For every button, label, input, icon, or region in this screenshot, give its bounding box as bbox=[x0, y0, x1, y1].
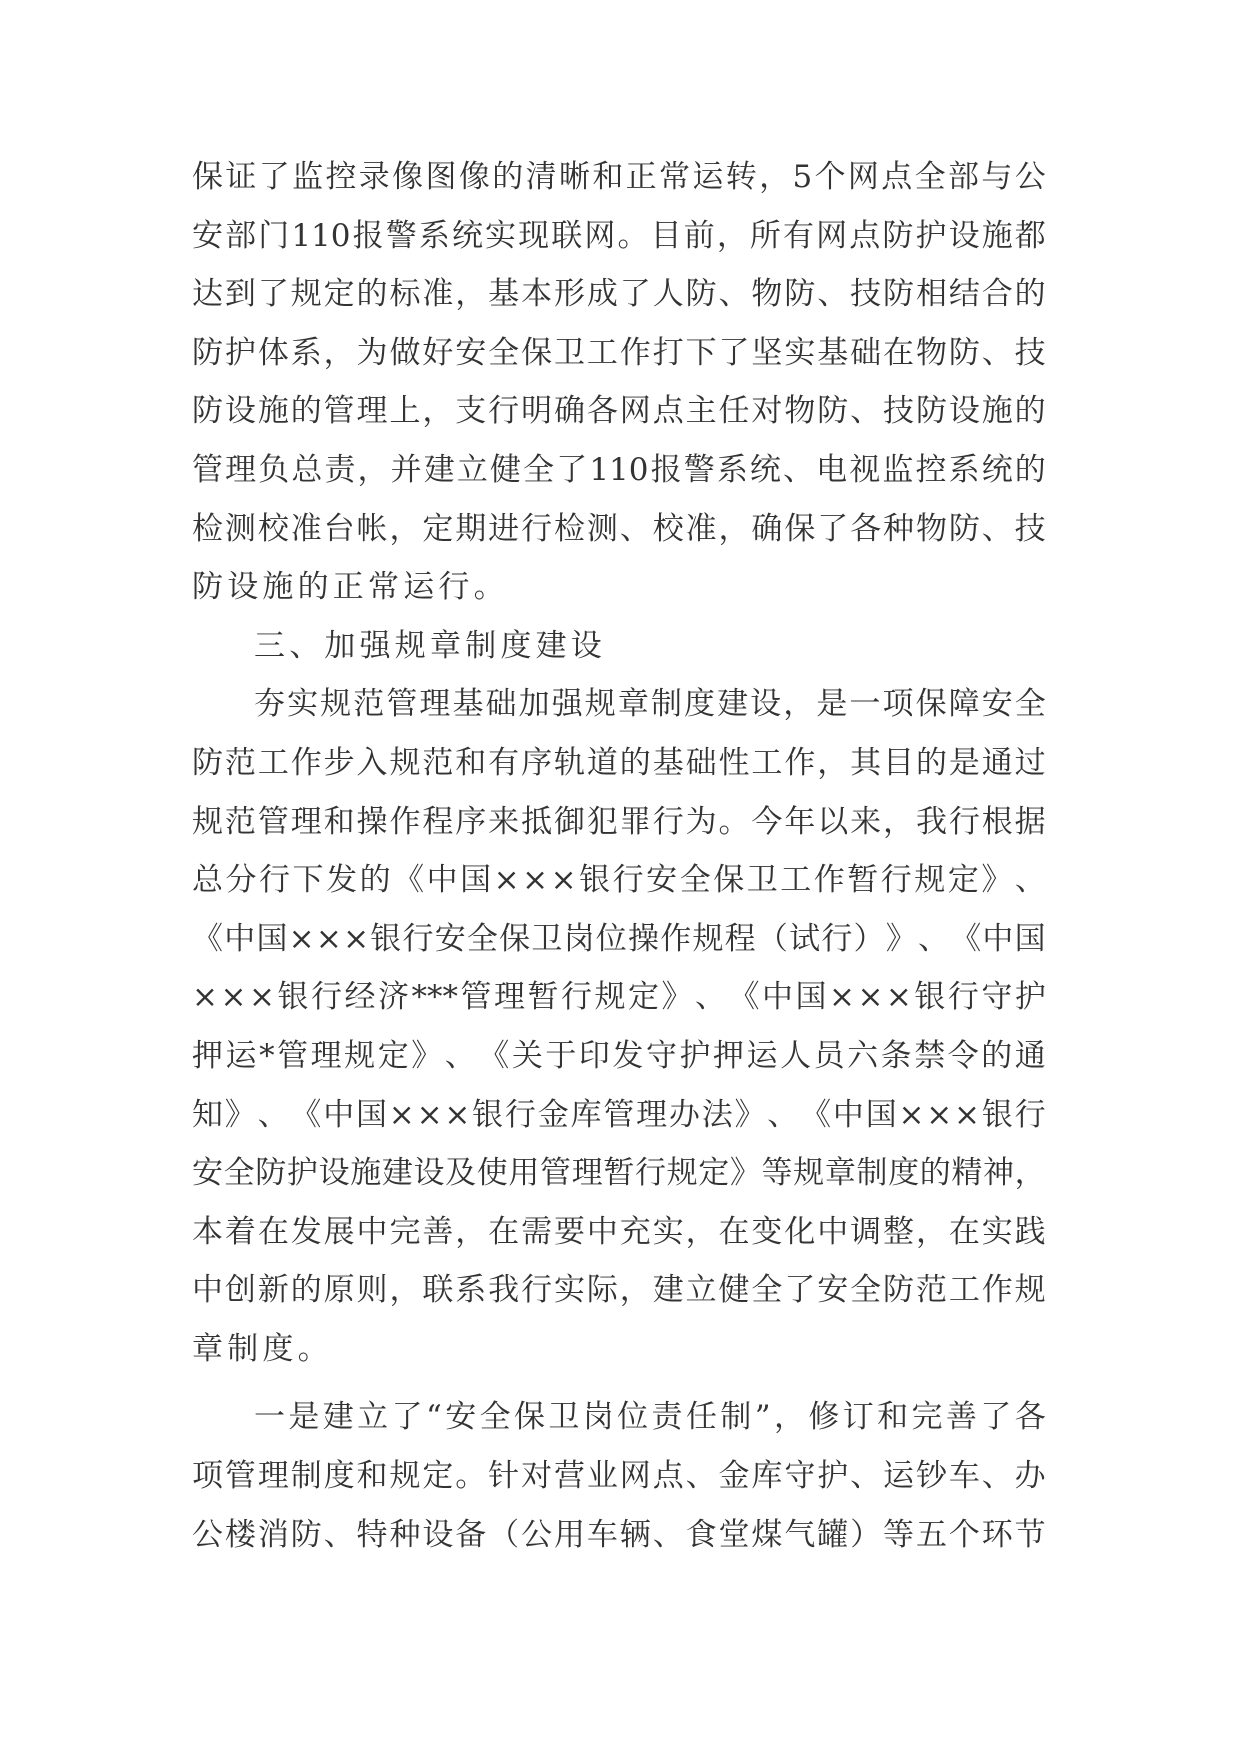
paragraph-3-line-3: 公 楼 消 防 、 特 种 设 备 （ 公 用 车 辆 、 食 堂 煤 气 罐 ） 等 五 个 环 节 bbox=[192, 1516, 1046, 1553]
paragraph-1-line-8: 防设施的正常运行。 bbox=[192, 569, 509, 606]
paragraph-2-line-8: 知 》 、 《 中 国 × × × 银 行 金 库 管 理 办 法 》 、 《 中 国 × × × 银 行 bbox=[192, 1096, 1046, 1133]
paragraph-1-line-7: 检 测 校 准 台 帐 ， 定 期 进 行 检 测 、 校 准 ， 确 保 了 各 种 物 防 、 技 bbox=[192, 510, 1046, 547]
document-body bbox=[192, 148, 1046, 1564]
paragraph-1-line-5: 防 设 施 的 管 理 上 ， 支 行 明 确 各 网 点 主 任 对 物 防 、 技 防 设 施 的 bbox=[192, 393, 1046, 430]
paragraph-2-line-2: 防 范 工 作 步 入 规 范 和 有 序 轨 道 的 基 础 性 工 作 ， 其 目 的 是 通 过 bbox=[192, 744, 1046, 781]
paragraph-2-line-9: 安 全 防 护 设 施 建 设 及 使 用 管 理 暂 行 规 定 》 等 规 章 制 度 的 精 神 ， bbox=[192, 1155, 1046, 1192]
paragraph-2-line-4: 总 分 行 下 发 的 《 中 国 × × × 银 行 安 全 保 卫 工 作 暂 行 规 定 》 、 bbox=[192, 862, 1046, 899]
paragraph-3-line-1: 一 是 建 立 了 “ 安 全 保 卫 岗 位 责 任 制 ” ， 修 订 和 完 善 了 各 bbox=[254, 1399, 1046, 1436]
paragraph-spacer bbox=[192, 1378, 1046, 1388]
paragraph-2-line-1: 夯 实 规 范 管 理 基 础 加 强 规 章 制 度 建 设 ， 是 一 项 保 障 安 全 bbox=[254, 686, 1046, 723]
paragraph-2-line-3: 规 范 管 理 和 操 作 程 序 来 抵 御 犯 罪 行 为 。 今 年 以 来 ， 我 行 根 据 bbox=[192, 803, 1046, 840]
paragraph-1-line-3: 达 到 了 规 定 的 标 准 ， 基 本 形 成 了 人 防 、 物 防 、 技 防 相 结 合 的 bbox=[192, 276, 1046, 313]
paragraph-3-line-2: 项 管 理 制 度 和 规 定 。 针 对 营 业 网 点 、 金 库 守 护 、 运 钞 车 、 办 bbox=[192, 1458, 1046, 1495]
section-heading: 三、加强规章制度建设 bbox=[254, 627, 606, 664]
paragraph-2-line-11: 中 创 新 的 原 则 ， 联 系 我 行 实 际 ， 建 立 健 全 了 安 全 防 范 工 作 规 bbox=[192, 1272, 1046, 1309]
paragraph-2-line-10: 本 着 在 发 展 中 完 善 ， 在 需 要 中 充 实 ， 在 变 化 中 调 整 ， 在 实 践 bbox=[192, 1213, 1046, 1250]
paragraph-1-line-2: 安 部 门 110 报 警 系 统 实 现 联 网 。 目 前 ， 所 有 网 点 防 护 设 施 都 bbox=[192, 217, 1046, 254]
paragraph-2-line-7: 押 运 * 管 理 规 定 》 、 《 关 于 印 发 守 护 押 运 人 员 六 条 禁 令 的 通 bbox=[192, 1037, 1046, 1074]
paragraph-1-line-6: 管 理 负 总 责 ， 并 建 立 健 全 了 110 报 警 系 统 、 电 视 监 控 系 统 的 bbox=[192, 451, 1046, 488]
paragraph-2-line-5: 《 中 国 × × × 银 行 安 全 保 卫 岗 位 操 作 规 程 （ 试 行 ） 》 、 《 中 国 bbox=[192, 920, 1046, 957]
paragraph-2-line-6: × × × 银 行 经 济 *** 管 理 暂 行 规 定 》 、 《 中 国 × × × 银 行 守 护 bbox=[192, 979, 1046, 1016]
paragraph-1-line-1: 保 证 了 监 控 录 像 图 像 的 清 晰 和 正 常 运 转 ， 5 个 网 点 全 部 与 公 bbox=[192, 159, 1046, 195]
paragraph-1-line-4: 防 护 体 系 ， 为 做 好 安 全 保 卫 工 作 打 下 了 坚 实 基 础 在 物 防 、 技 bbox=[192, 334, 1046, 371]
paragraph-2-line-12: 章制度。 bbox=[192, 1330, 333, 1367]
